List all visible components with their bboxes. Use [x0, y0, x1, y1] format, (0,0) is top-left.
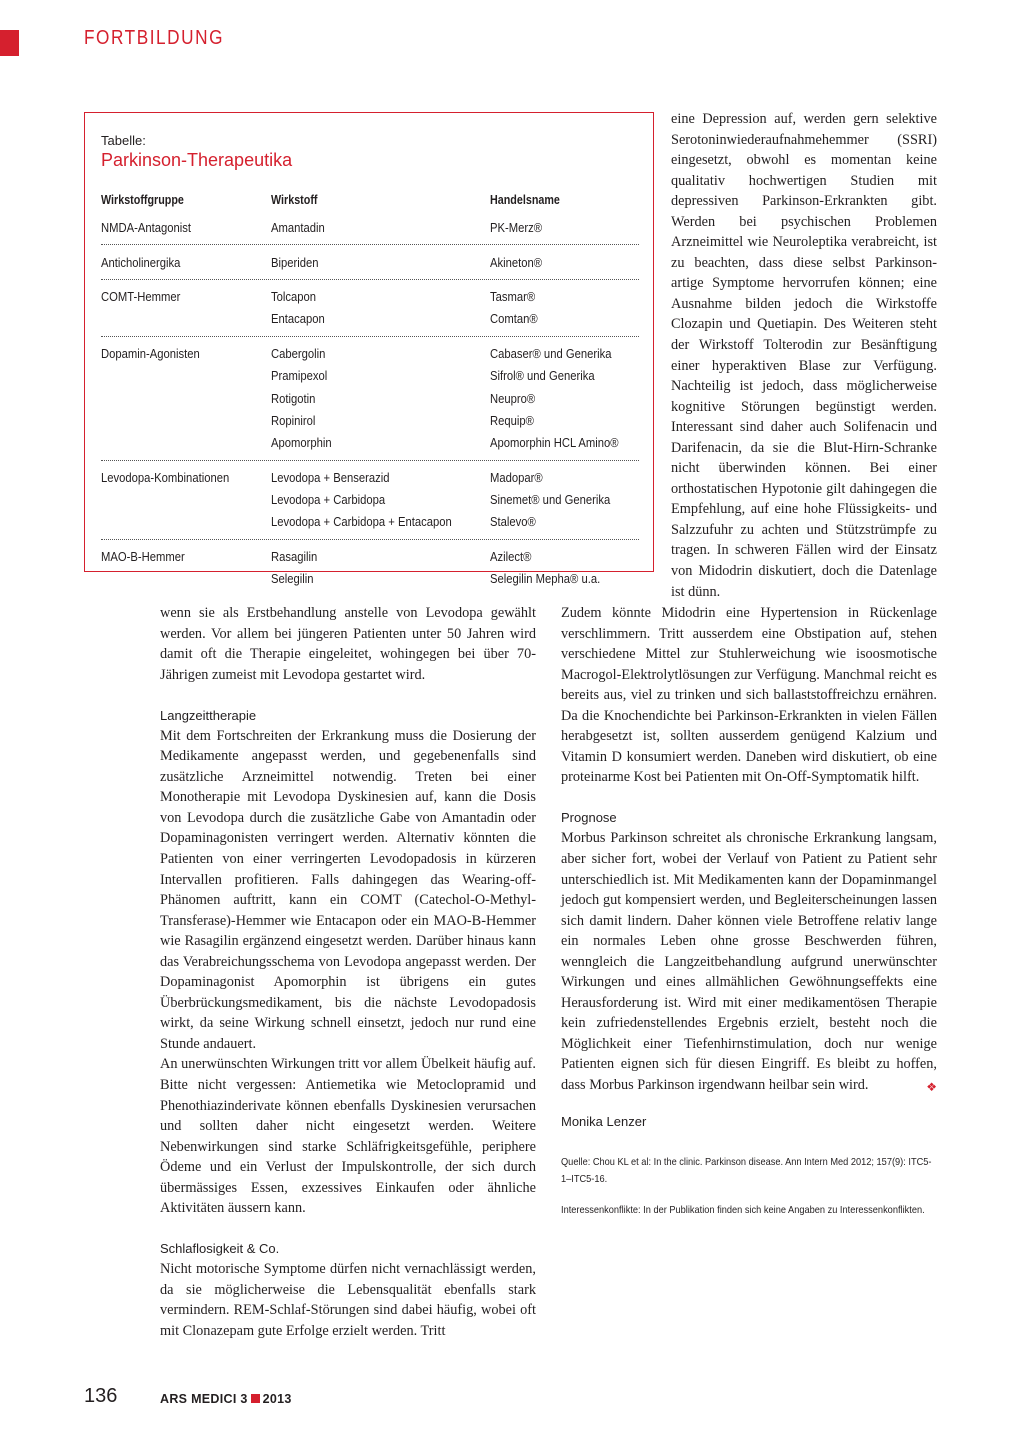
cell-tradename: Selegilin Mepha® u.a. [490, 572, 601, 587]
table-row [101, 308, 639, 330]
magazine-year: 2013 [262, 1392, 292, 1406]
table-group [101, 540, 639, 596]
page-number: 136 [84, 1385, 118, 1407]
cell-tradename: Comtan® [490, 312, 538, 327]
cell-substance: Amantadin [271, 221, 325, 236]
cell-substance: Apomorphin [271, 436, 332, 451]
cell-tradename: Apomorphin HCL Amino® [490, 436, 619, 451]
cell-tradename: Sinemet® und Generika [490, 493, 611, 508]
cell-group: COMT-Hemmer [101, 289, 181, 304]
table-row [101, 410, 639, 432]
article-column-left [160, 603, 536, 1342]
table-row [101, 387, 639, 409]
cell-tradename: Akineton® [490, 255, 543, 270]
paragraph [561, 828, 937, 1095]
paragraph-text: Morbus Parkinson schreitet als chronische Erkrankung langsam, aber sicher fort, wobei der Verlauf von Patient zu Patient sehr unterschiedlich ist. Mit Medikamenten kann der Dopaminmangel jedoch gut kompensiert werden, und Begleiterscheinungen lassen sich damit lindern. Daher können viele Betroffene relativ lange ein normales Leben ohne grosse Beschwerden führen, wenngleich die Langzeitbehandlung aufgrund unerwünschter Wirkungen und eines allmählichen Gewöhnungseffekts eine Herausforderung ist. Wird mit einer medikamentösen Therapie kein zufriedenstellendes Ergebnis erzielt, besteht noch die Möglichkeit einer Tiefenhirnstimulation, doch nur wenige Patienten eignen sich für diesen Eingriff. Es bleibt zu hoffen, dass Morbus Parkinson irgendwann heilbar sein wird. [561, 830, 937, 1093]
table-group [101, 280, 639, 337]
section-heading: Schlaflosigkeit & Co. [160, 1241, 280, 1257]
cell-substance: Tolcapon [271, 289, 317, 304]
paragraph: Nicht motorische Symptome dürfen nicht vernachlässigt werden, da sie möglicherweise die Lebensqualität ebenfalls stark vermindern. REM-Schlaf-Störungen sind dabei häufig, wobei oft mit Clonazepam gute Erfolge erzielt werden. Tritt [160, 1261, 536, 1339]
table-row [101, 343, 639, 365]
paragraph: Mit dem Fortschreiten der Erkrankung muss die Dosierung der Medikamente angepasst werden, und gegebenenfalls sind zusätzliche Arzneimittel notwendig. Treten bei einer Monotherapie mit Levodopa Dyskinesien auf, kann die Dosis von Levodopa durch die zusätzliche Gabe von Amantadin oder Dopaminagonisten verringert werden. Alternativ könnten die Patienten von einer verringerten Levodopadosis in kürzeren Intervallen profitieren. Falls dahingegen das Wearing-off-Phänomen auftritt, kann ein COMT (Catechol-O-Methyl-Transferase)-Hemmer wie Entacapon oder ein MAO-B-Hemmer wie Rasagilin ergänzend eingesetzt werden. Darüber hinaus kann das Verabreichungsschema von Levodopa angepasst werden. Der Dopaminagonist Apomorphin ist übrigens ein gutes Überbrückungsmedikament, bis die nächste Levodopadosis wirkt, da seine Wirkung schnell einsetzt, jedoch nur rund eine Stunde andauert. [160, 727, 536, 1052]
article-column-right [561, 603, 937, 1219]
cell-tradename: Madopar® [490, 470, 543, 485]
section-heading: Prognose [561, 810, 617, 826]
cell-substance: Levodopa + Carbidopa [271, 493, 386, 508]
cell-substance: Biperiden [271, 255, 319, 270]
magazine-footer [160, 1392, 292, 1406]
table-group [101, 245, 639, 279]
table-row [101, 546, 639, 568]
table-row [101, 251, 639, 273]
table-row [101, 217, 639, 239]
cell-substance: Levodopa + Benserazid [271, 470, 390, 485]
cell-group: Anticholinergika [101, 255, 181, 270]
cell-tradename: Tasmar® [490, 289, 536, 304]
cell-substance: Levodopa + Carbidopa + Entacapon [271, 515, 452, 530]
cell-tradename: Cabaser® und Generika [490, 346, 612, 361]
table-row [101, 467, 639, 489]
magazine-name: ARS MEDICI 3 [160, 1392, 248, 1406]
cell-tradename: Neupro® [490, 391, 536, 406]
table-header-tradename: Handelsname [490, 193, 560, 207]
table-group [101, 461, 639, 540]
table-header-group: Wirkstoffgruppe [101, 193, 184, 207]
cell-group: NMDA-Antagonist [101, 221, 192, 236]
section-heading: Langzeittherapie [160, 707, 257, 723]
cell-substance: Selegilin [271, 572, 314, 587]
article-column-top-right [671, 109, 937, 602]
paragraph: An unerwünschten Wirkungen tritt vor allem Übelkeit häufig auf. Bitte nicht vergessen: Antiemetika wie Metoclopramid und Phenothiazinderivate können ebenfalls Dyskinesien verursachen und sollten daher nicht eingesetzt werden. Weitere Nebenwirkungen sind starke Schläfrigkeitsgefühle, periphere Ödeme und ein Verlust der Impulskontrolle, der sich durch übermässiges Essen, exzessives Einkaufen oder ähnliche Aktivitäten äussern kann. [160, 1056, 536, 1217]
cell-substance: Ropinirol [271, 413, 316, 428]
cell-substance: Pramipexol [271, 369, 328, 384]
author: Monika Lenzer [561, 1113, 647, 1129]
paragraph: eine Depression auf, werden gern selektive Serotoninwiederaufnahmehemmer (SSRI) eingesetzt, obwohl es momentan keine qualitativ hochwertigen Studien mit depressiven Parkinson-Erkrankten gibt. Werden bei psychischen Problemen Arzneimittel wie Neuroleptika verabreicht, ist zu beachten, dass diese selbst Parkinson-artige Symptome hervorrufen können; eine Ausnahme bilden jedoch die Wirkstoffe Clozapin und Quetiapin. Des Weiteren steht der Wirkstoff Tolterodin zur Besänftigung einer hyperaktiven Blase zur Verfügung. Nachteilig ist jedoch, dass möglicherweise kognitive Störungen begünstigt werden. Interessant sind daher auch Solifenacin und Darifenacin, da sie die Blut-Hirn-Schranke nicht überwinden können. Bei einer orthostatischen Hypotonie gilt dahingegen die Empfehlung, auf eine hohe Flüssigkeits- und Salzzufuhr zu achten und Stützstrümpfe zu tragen. In schweren Fällen wird der Einsatz von Midodrin diskutiert, doch die Datenlage ist dünn. [671, 111, 937, 600]
cell-substance: Rasagilin [271, 549, 318, 564]
table-row [101, 511, 639, 533]
table-title: Parkinson-Therapeutika [101, 150, 293, 170]
cell-tradename: Requip® [490, 413, 534, 428]
table-label: Tabelle: [101, 133, 146, 148]
cell-tradename: Azilect® [490, 549, 532, 564]
table-body [101, 211, 639, 595]
cell-tradename: Stalevo® [490, 515, 536, 530]
conflicts-note: Interessenkonflikte: In der Publikation finden sich keine Angaben zu Interessenkonflikten. [561, 1204, 925, 1217]
table-row [101, 568, 639, 590]
end-mark-icon: ❖ [926, 1079, 937, 1094]
paragraph: Zudem könnte Midodrin eine Hypertension in Rückenlage verschlimmern. Tritt ausserdem eine Obstipation auf, stehen verschiedene Mittel zur Stuhlerweichung wie isoosmotische Macrogol-Elektrolytlösungen zur Verfügung. Manchmal reicht es bereits aus, viel zu trinken und sich ballaststoffreichzu ernähren. Da die Knochendichte bei Parkinson-Erkrankten in vielen Fällen herabgesetzt ist, sollten ausserdem genügend Kalzium und Vitamin D konsumiert werden. Daneben wird diskutiert, ob eine proteinarme Kost bei Patienten mit On-Off-Symptomatik hilft. [561, 605, 937, 786]
cell-tradename: PK-Merz® [490, 221, 543, 236]
cell-group: Dopamin-Agonisten [101, 346, 200, 361]
cell-substance: Rotigotin [271, 391, 316, 406]
cell-tradename: Sifrol® und Generika [490, 369, 595, 384]
separator-square [251, 1394, 260, 1403]
table-group [101, 337, 639, 461]
table-row [101, 432, 639, 454]
section-color-mark [0, 30, 19, 56]
table-row [101, 489, 639, 511]
cell-group: Levodopa-Kombinationen [101, 470, 230, 485]
table-row [101, 365, 639, 387]
section-title: FORTBILDUNG [84, 27, 224, 49]
therapeutics-table [84, 112, 654, 587]
cell-substance: Cabergolin [271, 346, 326, 361]
table-row [101, 286, 639, 308]
table-header-substance: Wirkstoff [271, 193, 318, 207]
table-group [101, 211, 639, 245]
paragraph: wenn sie als Erstbehandlung anstelle von Levodopa gewählt werden. Vor allem bei jüngeren Patienten unter 50 Jahren wird damit oft die Therapie eingeleitet, wohingegen bei über 70-Jährigen zumeist mit Levodopa gestartet wird. [160, 605, 536, 683]
cell-group: MAO-B-Hemmer [101, 549, 185, 564]
cell-substance: Entacapon [271, 312, 325, 327]
source-reference: Quelle: Chou KL et al: In the clinic. Parkinson disease. Ann Intern Med 2012; 157(9): ITC5-1–ITC5-16. [561, 1156, 932, 1186]
